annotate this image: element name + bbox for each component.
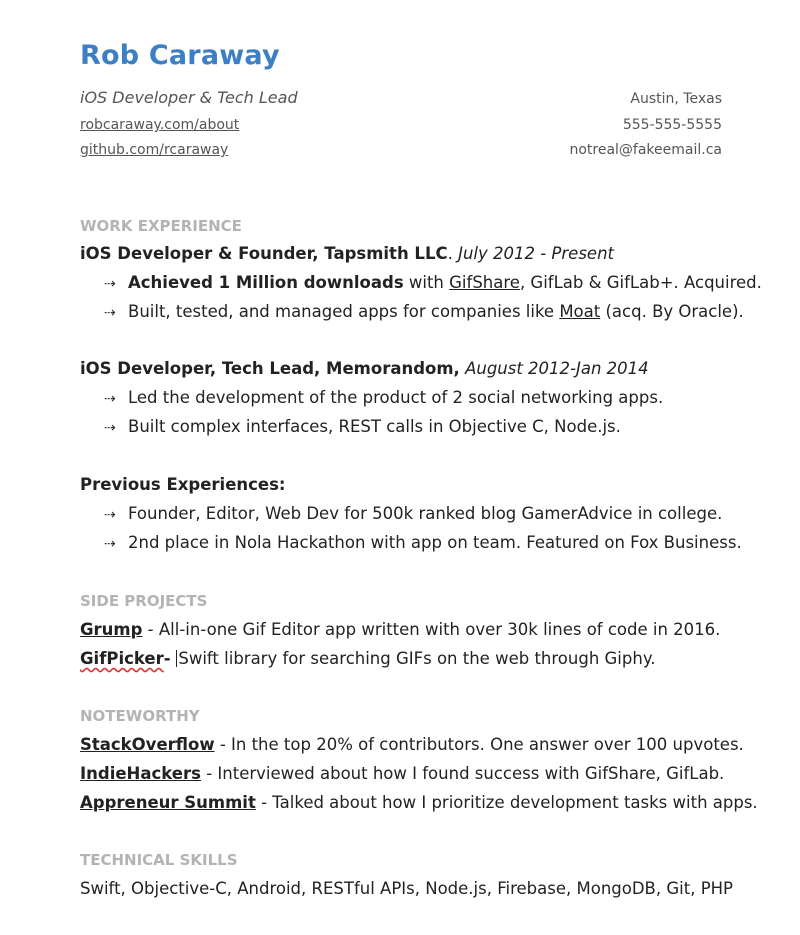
arrow-icon: ⇢ <box>104 305 116 321</box>
bullet-text: , GifLab & GifLab+. Acquired. <box>519 273 762 292</box>
job-1-header <box>80 244 614 263</box>
bullet-text: Founder, Editor, Web Dev for 500k ranked blog GamerAdvice in college. <box>128 504 723 523</box>
previous-bullet-2 <box>104 533 742 552</box>
bullet-text: with <box>403 273 450 292</box>
candidate-name: Rob Caraway <box>80 40 280 71</box>
noteworthy-desc: - In the top 20% of contributors. One answer over 100 upvotes. <box>214 735 744 754</box>
noteworthy-heading: NOTEWORTHY <box>80 707 200 725</box>
bullet-bold-text: Achieved 1 Million downloads <box>128 273 404 292</box>
job-2-title: iOS Developer, Tech Lead, Memorandom, <box>80 359 460 378</box>
grump-link[interactable]: Grump <box>80 620 143 639</box>
gifshare-link[interactable]: GifShare <box>449 273 520 292</box>
job-1-title: iOS Developer & Founder, Tapsmith LLC <box>80 244 448 263</box>
bullet-text: Built complex interfaces, REST calls in Objective C, Node.js. <box>128 417 621 436</box>
job-2-bullet-2 <box>104 417 621 436</box>
arrow-icon: ⇢ <box>104 507 116 523</box>
side-projects-heading: SIDE PROJECTS <box>80 592 208 610</box>
email: notreal@fakeemail.ca <box>569 142 722 158</box>
bullet-text: Led the development of the product of 2 social networking apps. <box>128 388 664 407</box>
project-sep: - <box>163 649 177 668</box>
noteworthy-desc: - Interviewed about how I found success with GifShare, GifLab. <box>200 764 725 783</box>
arrow-icon: ⇢ <box>104 391 116 407</box>
project-desc: Swift library for searching GIFs on the web through Giphy. <box>178 649 656 668</box>
website-link[interactable]: robcaraway.com/about <box>80 117 240 133</box>
previous-experiences-title: Previous Experiences: <box>80 475 286 494</box>
job-2-bullet-1 <box>104 388 663 407</box>
bullet-text: Built, tested, and managed apps for companies like <box>128 302 560 321</box>
job-1-bullet-2 <box>104 302 744 321</box>
bullet-text: 2nd place in Nola Hackathon with app on team. Featured on Fox Business. <box>128 533 742 552</box>
appreneur-summit-link[interactable]: Appreneur Summit <box>80 793 256 812</box>
previous-bullet-1 <box>104 504 722 523</box>
project-grump <box>80 620 720 639</box>
indiehackers-link[interactable]: IndieHackers <box>80 764 201 783</box>
github-link[interactable]: github.com/rcaraway <box>80 142 229 158</box>
arrow-icon: ⇢ <box>104 420 116 436</box>
job-2-dates: August 2012-Jan 2014 <box>459 359 649 378</box>
job-1-dates: July 2012 - Present <box>458 244 614 263</box>
work-experience-heading: WORK EXPERIENCE <box>80 217 242 235</box>
bullet-text: (acq. By Oracle). <box>600 302 744 321</box>
arrow-icon: ⇢ <box>104 536 116 552</box>
noteworthy-desc: - Talked about how I prioritize development tasks with apps. <box>255 793 758 812</box>
job-2-header <box>80 359 649 378</box>
technical-skills-list: Swift, Objective-C, Android, RESTful APIs, Node.js, Firebase, MongoDB, Git, PHP <box>80 879 733 898</box>
moat-link[interactable]: Moat <box>559 302 601 321</box>
technical-skills-heading: TECHNICAL SKILLS <box>80 851 238 869</box>
phone: 555-555-5555 <box>622 117 722 133</box>
noteworthy-3 <box>80 793 758 812</box>
arrow-icon: ⇢ <box>104 276 116 292</box>
job-1-sep: . <box>447 244 459 263</box>
project-gifpicker <box>80 649 655 668</box>
noteworthy-2 <box>80 764 724 783</box>
job-1-bullet-1 <box>104 273 762 292</box>
noteworthy-1 <box>80 735 744 754</box>
candidate-subtitle: iOS Developer & Tech Lead <box>80 88 298 107</box>
gifpicker-link[interactable]: GifPicker <box>80 649 164 668</box>
project-desc: - All-in-one Gif Editor app written with over 30k lines of code in 2016. <box>142 620 721 639</box>
location: Austin, Texas <box>630 91 722 107</box>
stackoverflow-link[interactable]: StackOverflow <box>80 735 215 754</box>
